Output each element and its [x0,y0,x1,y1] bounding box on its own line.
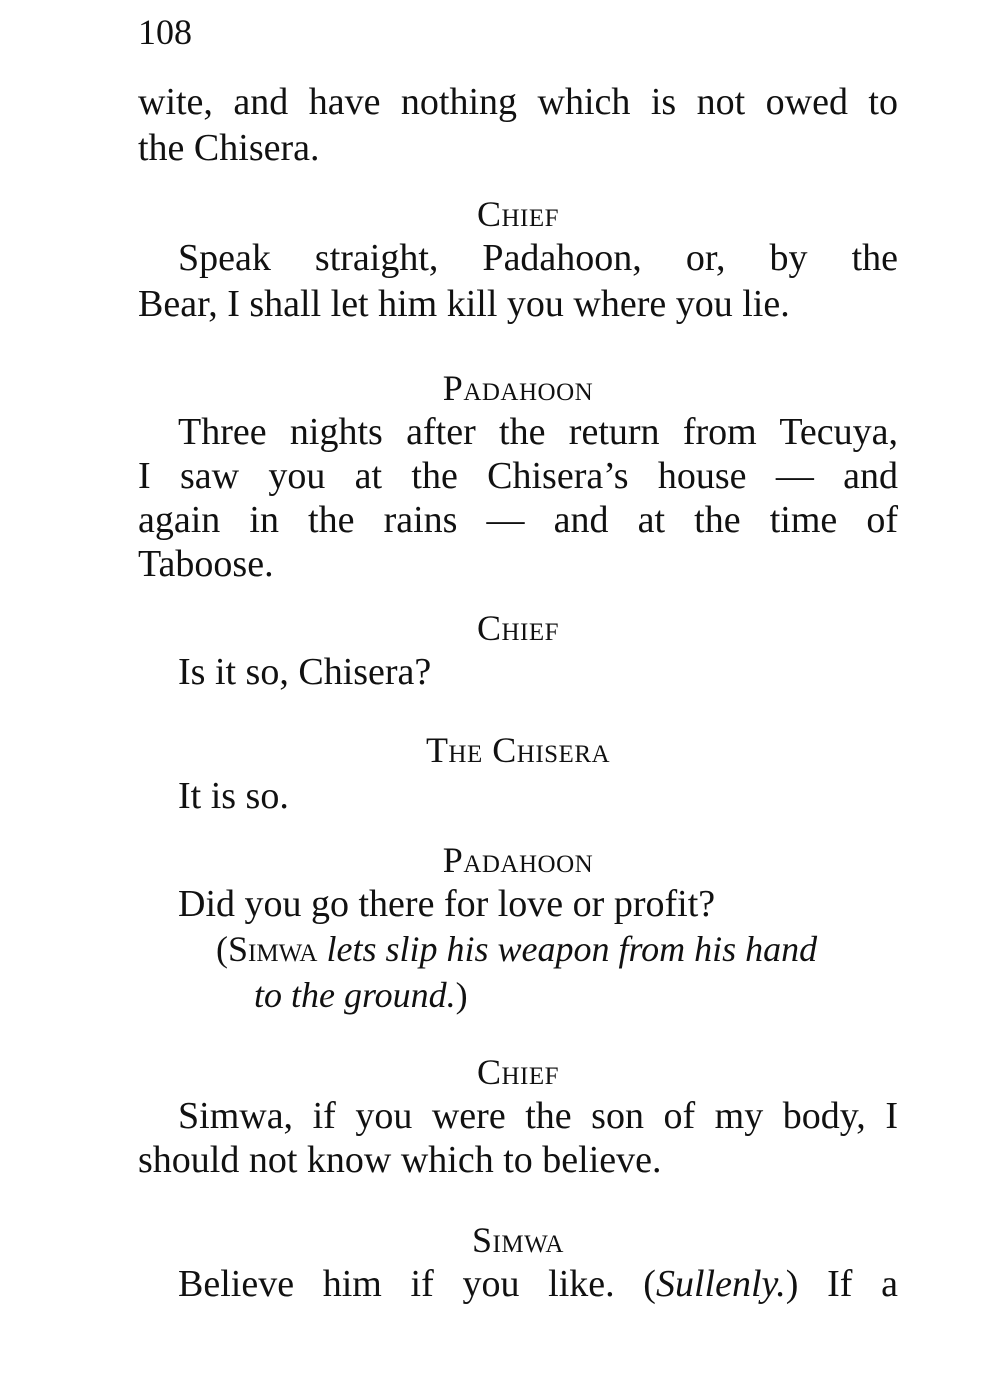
speaker-simwa: Simwa [472,1220,564,1260]
speech-4: It is so. [178,775,289,817]
speech-3: Is it so, Chisera? [178,651,432,693]
speech-6-line-1: Simwa, if you were the son of my body, I [178,1095,898,1137]
opening-line-2: the Chisera. [138,127,320,169]
opening-line-1: wite, and have nothing which is not owed to [138,81,898,123]
stage-direction-line-1: lets slip his weapon from his hand [317,929,818,969]
speech-1-line-2: Bear, I shall let him kill you where you lie. [138,283,790,325]
speech-7-before: Believe him if you like. ( [178,1263,656,1305]
stage-character-name: Simwa [228,929,318,969]
speaker-chief-3: Chief [476,1052,560,1092]
stage-open-paren: ( [216,929,228,969]
speaker-chief-1: Chief [476,194,560,234]
page-number: 108 [138,12,192,52]
speech-1-line-1: Speak straight, Padahoon, or, by the [178,237,898,279]
stage-direction-line-2: to the ground. [254,975,456,1015]
speech-7-direction: Sullenly. [655,1263,786,1305]
speech-7-line-1 [178,1262,898,1306]
speech-5: Did you go there for love or profit? [178,883,716,925]
speech-2-line-2: I saw you at the Chisera’s house — and [138,455,898,497]
speech-6-line-2: should not know which to believe. [138,1139,662,1181]
speaker-padahoon-2: Padahoon [442,840,594,880]
stage-direction [216,926,906,1018]
speech-2-line-3: again in the rains — and at the time of [138,499,898,541]
speaker-chief-2: Chief [476,608,560,648]
speaker-padahoon-1: Padahoon [442,368,594,408]
stage-close-paren: ) [455,975,468,1015]
speech-7-after: ) If a [785,1263,898,1305]
speech-2-line-1: Three nights after the return from Tecuya, [178,411,898,453]
speaker-the-chisera: The Chisera [425,730,611,770]
speech-2-line-4: Taboose. [138,543,274,585]
